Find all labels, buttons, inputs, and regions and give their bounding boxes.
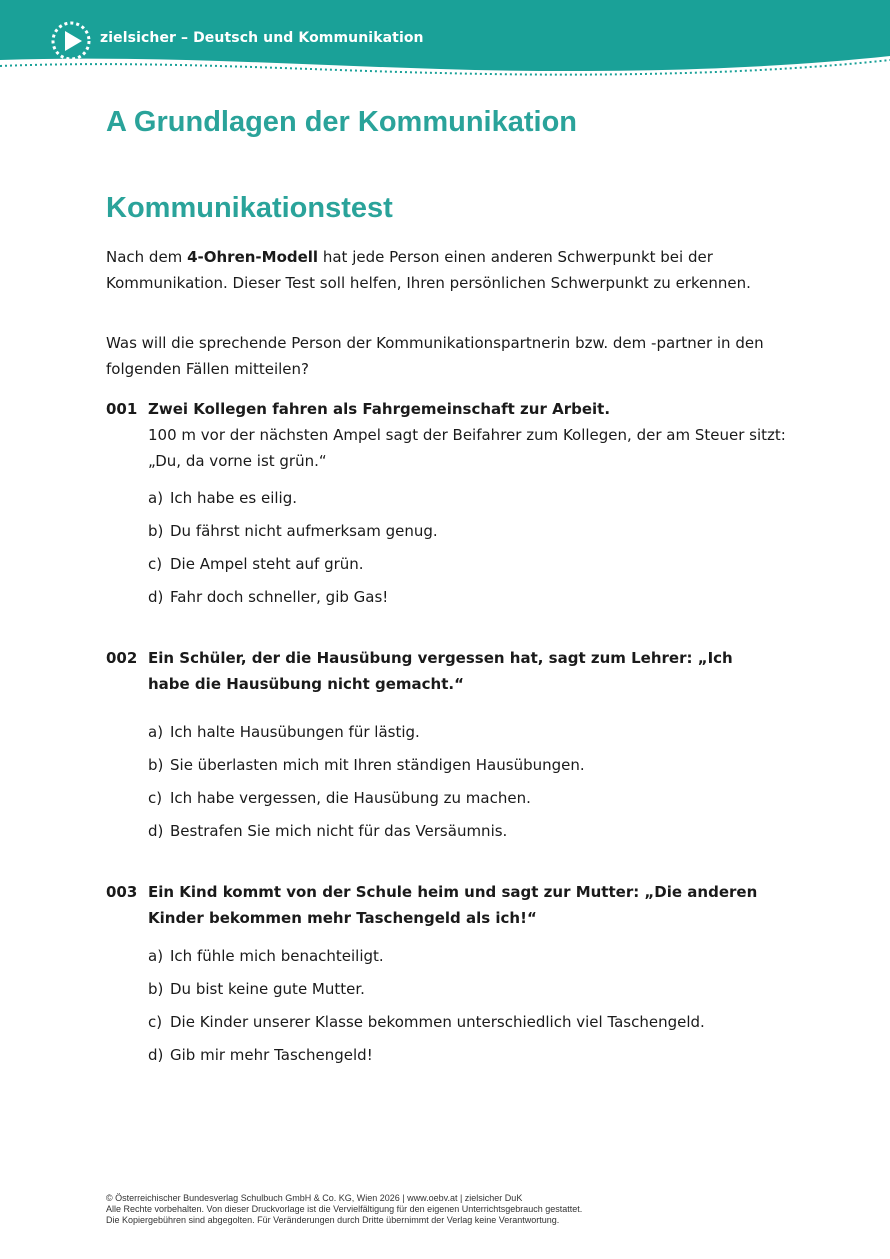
option-letter: b) bbox=[148, 756, 164, 774]
option-letter: b) bbox=[148, 980, 164, 998]
option-text: Gib mir mehr Taschengeld! bbox=[170, 1046, 373, 1064]
option-letter: b) bbox=[148, 522, 164, 540]
intro-paragraph bbox=[106, 244, 786, 296]
option-text: Bestrafen Sie mich nicht für das Versäumnis. bbox=[170, 822, 508, 840]
answer-option bbox=[148, 821, 507, 841]
question-heading: Zwei Kollegen fahren als Fahrgemeinschaft zur Arbeit. bbox=[148, 400, 611, 418]
option-text: Du bist keine gute Mutter. bbox=[170, 980, 365, 998]
intro-post: hat jede Person einen anderen Schwerpunkt bei der Kommunikation. Dieser Test soll helfen, Ihren persönlichen Schwerpunkt zu erkennen. bbox=[106, 248, 751, 292]
answer-option bbox=[148, 722, 420, 742]
option-text: Ich halte Hausübungen für lästig. bbox=[170, 723, 420, 741]
question-block bbox=[148, 396, 788, 474]
answer-option bbox=[148, 979, 365, 999]
answer-option bbox=[148, 946, 384, 966]
question-heading: Ein Schüler, der die Hausübung vergessen hat, sagt zum Lehrer: „Ich habe die Hausübung nicht gemacht.“ bbox=[148, 649, 733, 693]
option-letter: c) bbox=[148, 1013, 163, 1031]
question-number: 001 bbox=[106, 400, 138, 418]
question-block bbox=[148, 879, 758, 931]
answer-option bbox=[148, 521, 438, 541]
intro-bold-term: 4-Ohren-Modell bbox=[187, 248, 319, 266]
footer bbox=[106, 1193, 582, 1226]
option-letter: a) bbox=[148, 489, 164, 507]
option-text: Ich habe vergessen, die Hausübung zu machen. bbox=[170, 789, 531, 807]
footer-disclaimer: Die Kopiergebühren sind abgegolten. Für Veränderungen durch Dritte übernimmt der Verlag keine Verantwortung. bbox=[106, 1215, 560, 1225]
answer-option bbox=[148, 554, 364, 574]
option-text: Sie überlasten mich mit Ihren ständigen Hausübungen. bbox=[170, 756, 585, 774]
question-intro: Was will die sprechende Person der Kommunikationspartnerin bzw. dem -partner in den folgenden Fällen mitteilen? bbox=[106, 334, 764, 378]
option-letter: a) bbox=[148, 723, 164, 741]
option-letter: d) bbox=[148, 822, 164, 840]
page-subtitle: Kommunikationstest bbox=[106, 192, 393, 224]
option-letter: c) bbox=[148, 789, 163, 807]
option-letter: a) bbox=[148, 947, 164, 965]
brand-title: zielsicher – Deutsch und Kommunikation bbox=[100, 30, 424, 46]
question-number: 003 bbox=[106, 883, 138, 901]
option-text: Ich habe es eilig. bbox=[170, 489, 297, 507]
question-body: 100 m vor der nächsten Ampel sagt der Beifahrer zum Kollegen, der am Steuer sitzt: „Du, da vorne ist grün.“ bbox=[148, 426, 786, 470]
option-text: Die Ampel steht auf grün. bbox=[170, 555, 364, 573]
answer-option bbox=[148, 1012, 705, 1032]
question-heading: Ein Kind kommt von der Schule heim und sagt zur Mutter: „Die anderen Kinder bekommen mehr Taschengeld als ich!“ bbox=[148, 883, 758, 927]
footer-copyright: © Österreichischer Bundesverlag Schulbuch GmbH & Co. KG, Wien 2026 | www.oebv.at | zielsicher DuK bbox=[106, 1193, 523, 1203]
option-letter: c) bbox=[148, 555, 163, 573]
play-logo-icon bbox=[50, 20, 92, 62]
answer-option bbox=[148, 755, 585, 775]
intro-pre: Nach dem bbox=[106, 248, 188, 266]
question-number: 002 bbox=[106, 649, 138, 667]
option-text: Ich fühle mich benachteiligt. bbox=[170, 947, 384, 965]
answer-option bbox=[148, 1045, 373, 1065]
answer-option bbox=[148, 488, 297, 508]
option-text: Du fährst nicht aufmerksam genug. bbox=[170, 522, 438, 540]
footer-rights: Alle Rechte vorbehalten. Von dieser Druckvorlage ist die Vervielfältigung für den eigenen Unterrichtsgebrauch gestattet. bbox=[106, 1204, 583, 1214]
page-title: A Grundlagen der Kommunikation bbox=[106, 106, 578, 138]
answer-option bbox=[148, 587, 388, 607]
option-text: Fahr doch schneller, gib Gas! bbox=[170, 588, 389, 606]
question-block bbox=[148, 645, 748, 697]
option-letter: d) bbox=[148, 588, 164, 606]
option-text: Die Kinder unserer Klasse bekommen unterschiedlich viel Taschengeld. bbox=[170, 1013, 705, 1031]
answer-option bbox=[148, 788, 531, 808]
option-letter: d) bbox=[148, 1046, 164, 1064]
